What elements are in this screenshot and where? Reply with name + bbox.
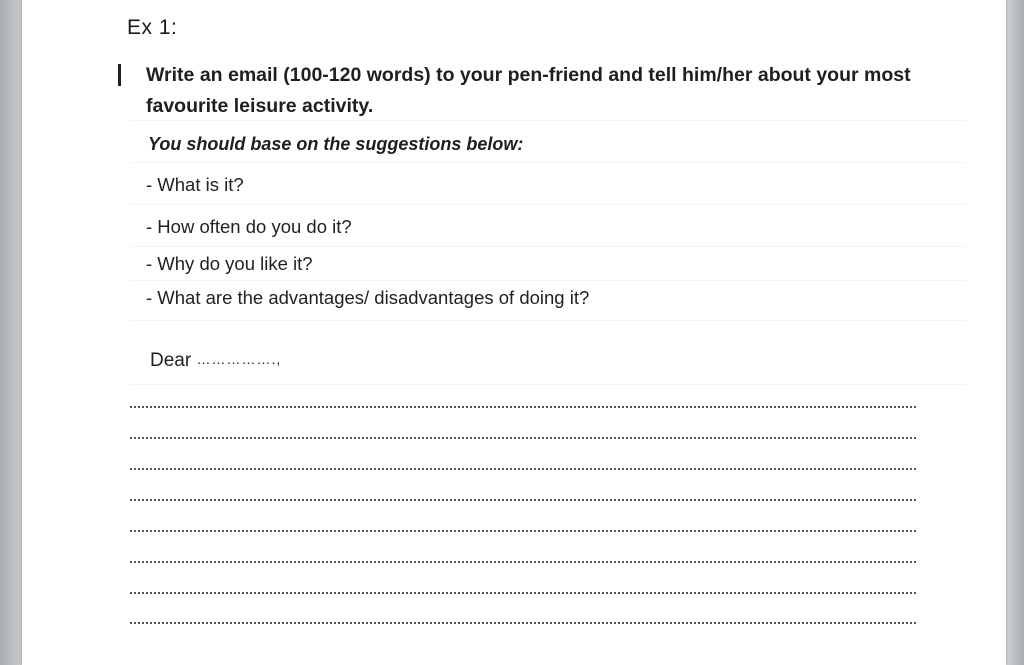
suggestion-item: - What is it? (146, 174, 244, 195)
faint-rule (130, 162, 966, 163)
faint-rule (130, 280, 966, 281)
faint-rule (130, 120, 966, 121)
suggestion-item: - Why do you like it? (146, 253, 313, 274)
writing-line (130, 592, 916, 594)
writing-line (130, 530, 916, 532)
faint-rule (130, 384, 966, 385)
suggestion-item: - How often do you do it? (146, 216, 352, 237)
writing-line (130, 437, 916, 439)
left-margin (0, 0, 22, 665)
writing-line (130, 499, 916, 501)
suggestion-item: - What are the advantages/ disadvantages of doing it? (146, 287, 590, 308)
right-margin (1006, 0, 1024, 665)
writing-line (130, 622, 916, 624)
faint-rule (130, 246, 966, 247)
exercise-title: Ex 1: (127, 16, 178, 39)
task-instruction: Write an email (100-120 words) to your pen-friend and tell him/her about your most favourite leisure activity. (146, 64, 911, 117)
suggestions-heading: You should base on the suggestions below: (148, 134, 524, 154)
writing-line (130, 406, 916, 408)
task-marker (118, 64, 121, 86)
worksheet-page (22, 0, 1006, 665)
writing-line (130, 561, 916, 563)
greeting-blank: ……………., (196, 351, 282, 367)
writing-line (130, 468, 916, 470)
faint-rule (130, 320, 966, 321)
email-greeting (150, 350, 281, 372)
faint-rule (130, 204, 966, 205)
greeting-word: Dear (150, 350, 192, 371)
